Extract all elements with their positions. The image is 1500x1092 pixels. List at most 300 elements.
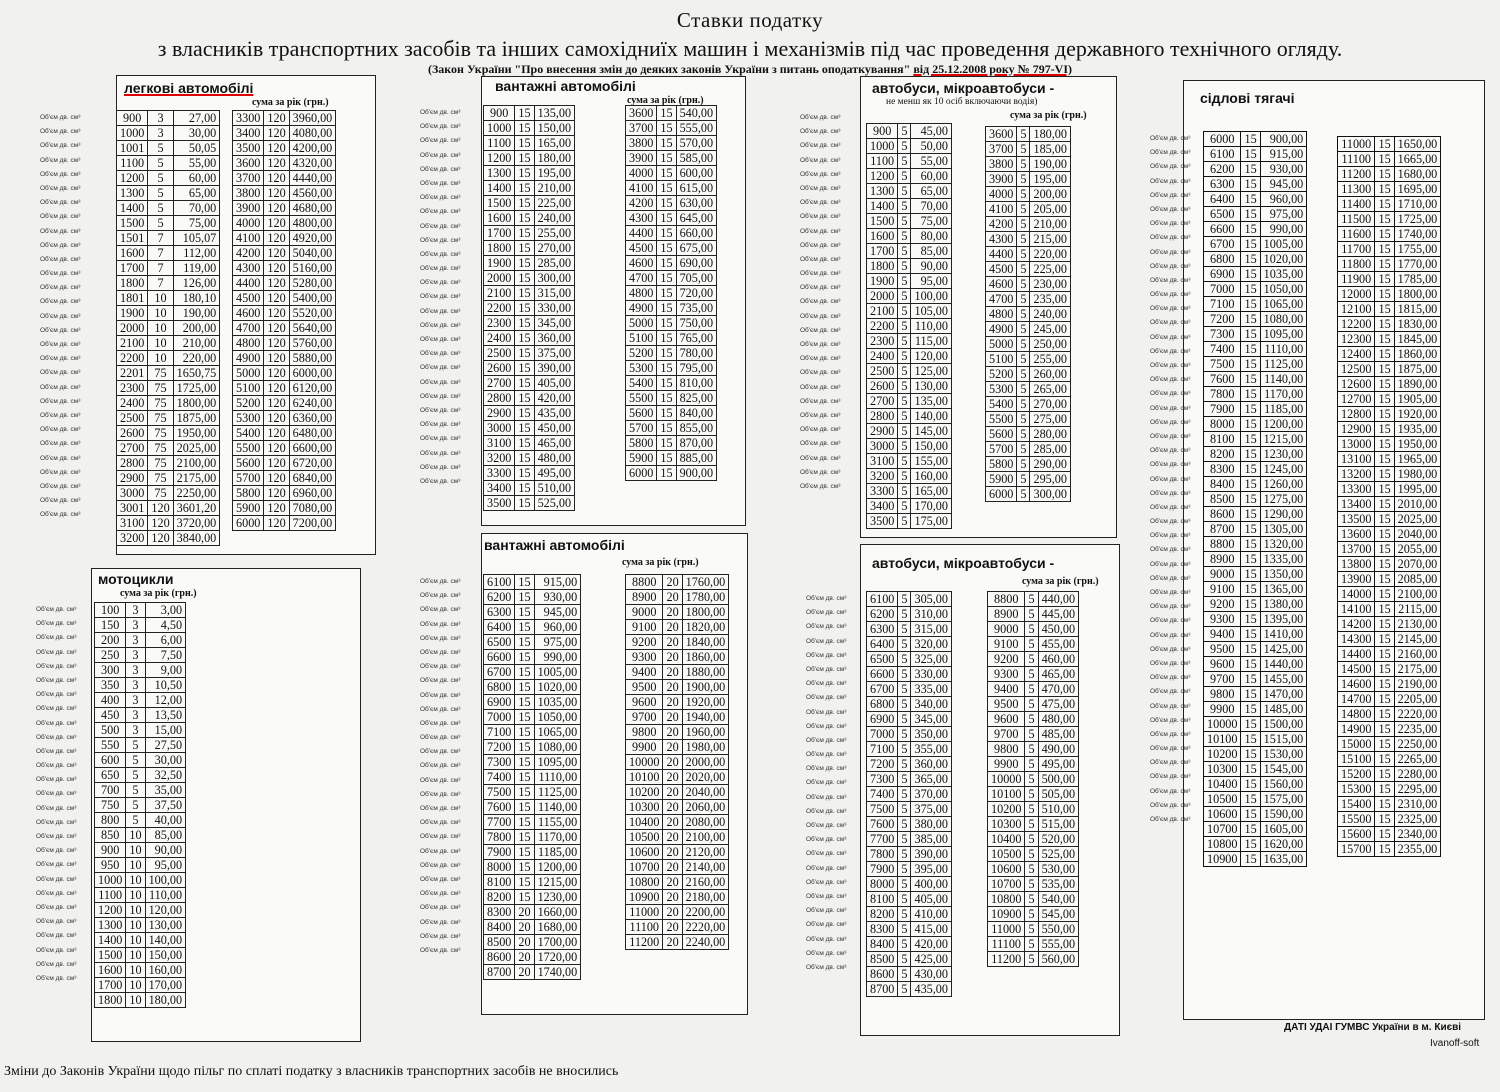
row-label: Об'єм дв. см³: [36, 918, 77, 926]
cell-rate: 15: [1375, 572, 1394, 587]
cell-volume: 10100: [988, 787, 1025, 802]
cell-amount: 1470,00: [1260, 687, 1307, 702]
table-row: [867, 922, 952, 937]
row-label: Об'єм дв. см³: [800, 482, 841, 490]
table-row: [867, 952, 952, 967]
cell-amount: 200,00: [173, 321, 220, 336]
table-row: [484, 346, 575, 361]
table-row: [986, 127, 1071, 142]
cell-volume: 1500: [484, 196, 515, 211]
cell-rate: 15: [657, 211, 676, 226]
cell-rate: 15: [1241, 312, 1260, 327]
table-row: [867, 439, 952, 454]
tractors-table-1: [1203, 131, 1307, 867]
table-row: [986, 307, 1071, 322]
cell-rate: 15: [657, 301, 676, 316]
table-row: [626, 436, 717, 451]
cell-volume: 5900: [626, 451, 657, 466]
cell-volume: 8100: [484, 875, 515, 890]
cell-volume: 3800: [986, 157, 1017, 172]
cell-rate: 5: [148, 201, 173, 216]
cell-volume: 8300: [1204, 462, 1241, 477]
cell-amount: 475,00: [1038, 697, 1079, 712]
table-row: [626, 316, 717, 331]
row-label: Об'єм дв. см³: [420, 250, 461, 258]
cell-volume: 1800: [867, 259, 898, 274]
cell-amount: 1065,00: [534, 725, 581, 740]
cell-rate: 5: [898, 847, 911, 862]
cell-amount: 1845,00: [1394, 332, 1441, 347]
table-row: [1204, 837, 1307, 852]
table-row: [1204, 357, 1307, 372]
table-row: [626, 211, 717, 226]
table-row: [95, 888, 186, 903]
cell-rate: 20: [663, 830, 682, 845]
cell-rate: 15: [515, 151, 534, 166]
table-row: [1338, 467, 1441, 482]
cell-volume: 11600: [1338, 227, 1375, 242]
cell-rate: 15: [515, 361, 534, 376]
cell-amount: 495,00: [1038, 757, 1079, 772]
table-row: [986, 157, 1071, 172]
cell-amount: 1500,00: [1260, 717, 1307, 732]
table-row: [626, 286, 717, 301]
cell-volume: 8600: [484, 950, 515, 965]
row-label: Об'єм дв. см³: [40, 156, 81, 164]
cell-amount: 2040,00: [682, 785, 729, 800]
table-row: [986, 397, 1071, 412]
table-row: [626, 121, 717, 136]
cell-rate: 15: [515, 136, 534, 151]
table-row: [1204, 612, 1307, 627]
table-row: [1204, 192, 1307, 207]
cell-volume: 350: [95, 678, 126, 693]
cell-rate: 15: [1241, 432, 1260, 447]
cell-rate: 120: [264, 456, 289, 471]
cell-volume: 3800: [626, 136, 657, 151]
table-row: [484, 605, 581, 620]
table-row: [484, 665, 581, 680]
cell-amount: 1425,00: [1260, 642, 1307, 657]
cell-amount: 1980,00: [1394, 467, 1441, 482]
table-row: [867, 607, 952, 622]
table-row: [1204, 552, 1307, 567]
table-row: [867, 967, 952, 982]
table-row: [1204, 522, 1307, 537]
cars-sum-label: сума за рік (грн.): [252, 97, 329, 108]
table-row: [484, 331, 575, 346]
table-row: [867, 982, 952, 997]
cell-rate: 15: [657, 361, 676, 376]
cell-rate: 5: [1017, 277, 1030, 292]
cell-amount: 135,00: [534, 106, 575, 121]
cell-amount: 1170,00: [1260, 387, 1307, 402]
cell-amount: 160,00: [145, 963, 186, 978]
cell-volume: 4600: [626, 256, 657, 271]
cell-amount: 6,00: [145, 633, 186, 648]
cell-amount: 1650,75: [173, 366, 220, 381]
cell-volume: 600: [95, 753, 126, 768]
table-row: [484, 935, 581, 950]
cell-volume: 5000: [986, 337, 1017, 352]
cell-rate: 15: [515, 710, 534, 725]
cell-amount: 1095,00: [1260, 327, 1307, 342]
table-row: [867, 727, 952, 742]
cell-rate: 15: [515, 166, 534, 181]
cell-rate: 15: [515, 665, 534, 680]
cell-volume: 3500: [867, 514, 898, 529]
row-label: Об'єм дв. см³: [806, 609, 847, 617]
cell-volume: 1300: [867, 184, 898, 199]
row-label: Об'єм дв. см³: [420, 663, 461, 671]
cell-rate: 15: [1375, 557, 1394, 572]
cell-rate: 5: [1025, 697, 1038, 712]
row-label: Об'єм дв. см³: [1150, 716, 1191, 724]
cell-volume: 5200: [986, 367, 1017, 382]
cell-amount: 495,00: [534, 466, 575, 481]
row-label: Об'єм дв. см³: [806, 623, 847, 631]
cell-volume: 2500: [117, 411, 148, 426]
cell-rate: 20: [663, 635, 682, 650]
cell-amount: 1440,00: [1260, 657, 1307, 672]
cell-rate: 5: [1017, 397, 1030, 412]
trucks-table-1a: [483, 105, 575, 511]
table-row: [867, 229, 952, 244]
table-row: [117, 471, 220, 486]
cell-rate: 15: [1375, 137, 1394, 152]
cell-volume: 6500: [1204, 207, 1241, 222]
cell-volume: 2000: [484, 271, 515, 286]
table-row: [484, 136, 575, 151]
cell-volume: 8500: [484, 935, 515, 950]
cell-amount: 1725,00: [173, 381, 220, 396]
cell-rate: 15: [1375, 272, 1394, 287]
cell-volume: 4800: [986, 307, 1017, 322]
cell-volume: 9000: [626, 605, 663, 620]
cell-rate: 5: [898, 622, 911, 637]
cell-rate: 15: [657, 391, 676, 406]
cell-rate: 15: [657, 181, 676, 196]
page-subtitle: з власників транспортних засобів та інших самохідниїх машин і механізмів під час проведення державного технічного огляду.: [157, 36, 1343, 61]
cell-rate: 20: [515, 935, 534, 950]
cell-amount: 1665,00: [1394, 152, 1441, 167]
cell-volume: 12000: [1338, 287, 1375, 302]
cell-rate: 15: [1375, 752, 1394, 767]
cell-amount: 2235,00: [1394, 722, 1441, 737]
cell-amount: 6600,00: [289, 441, 336, 456]
table-row: [626, 590, 729, 605]
table-row: [1338, 827, 1441, 842]
cell-rate: 3: [126, 723, 145, 738]
table-row: [1338, 677, 1441, 692]
cell-rate: 120: [264, 441, 289, 456]
table-row: [867, 184, 952, 199]
table-row: [988, 847, 1079, 862]
cell-rate: 20: [663, 890, 682, 905]
row-label: Об'єм дв. см³: [806, 665, 847, 673]
cell-volume: 10600: [988, 862, 1025, 877]
cell-amount: 205,00: [1030, 202, 1071, 217]
cell-amount: 1605,00: [1260, 822, 1307, 837]
cell-amount: 1770,00: [1394, 257, 1441, 272]
row-label: Об'єм дв. см³: [36, 648, 77, 656]
cell-rate: 15: [657, 241, 676, 256]
row-label: Об'єм дв. см³: [1150, 475, 1191, 483]
table-row: [484, 575, 581, 590]
table-row: [1204, 132, 1307, 147]
cell-rate: 15: [515, 860, 534, 875]
table-row: [484, 196, 575, 211]
cell-amount: 990,00: [534, 650, 581, 665]
cell-rate: 5: [1025, 907, 1038, 922]
cell-amount: 5640,00: [289, 321, 336, 336]
table-row: [95, 708, 186, 723]
cell-volume: 1000: [95, 873, 126, 888]
cell-rate: 120: [264, 501, 289, 516]
cell-volume: 4400: [233, 276, 264, 291]
cell-rate: 15: [1375, 617, 1394, 632]
cell-amount: 720,00: [676, 286, 717, 301]
cell-rate: 15: [515, 271, 534, 286]
cell-volume: 8000: [1204, 417, 1241, 432]
cell-amount: 1110,00: [534, 770, 581, 785]
cell-volume: 1500: [95, 948, 126, 963]
table-row: [95, 873, 186, 888]
cell-amount: 2000,00: [682, 755, 729, 770]
table-row: [484, 361, 575, 376]
cell-amount: 100,00: [145, 873, 186, 888]
cell-rate: 10: [126, 888, 145, 903]
rate-table: [116, 110, 220, 546]
cell-volume: 3000: [117, 486, 148, 501]
cell-rate: 5: [148, 141, 173, 156]
row-label: Об'єм дв. см³: [40, 241, 81, 249]
cell-rate: 5: [898, 379, 911, 394]
row-label: Об'єм дв. см³: [420, 805, 461, 812]
cell-amount: 380,00: [911, 817, 952, 832]
cell-amount: 945,00: [534, 605, 581, 620]
bus-row-labels-2: [806, 592, 846, 975]
cell-rate: 7: [148, 261, 173, 276]
cell-volume: 11300: [1338, 182, 1375, 197]
cell-amount: 180,00: [534, 151, 575, 166]
row-label: Об'єм дв. см³: [806, 949, 847, 957]
cell-volume: 3900: [233, 201, 264, 216]
row-label: Об'єм дв. см³: [1150, 787, 1191, 795]
cell-amount: 1110,00: [1260, 342, 1307, 357]
table-row: [233, 201, 336, 216]
bus-title-1: автобуси, мікроавтобуси -: [872, 80, 1055, 96]
cell-rate: 20: [663, 920, 682, 935]
cell-volume: 10000: [1204, 717, 1241, 732]
table-row: [867, 364, 952, 379]
table-row: [484, 920, 581, 935]
cell-amount: 470,00: [1038, 682, 1079, 697]
table-row: [867, 787, 952, 802]
table-row: [626, 181, 717, 196]
row-label: Об'єм дв. см³: [36, 776, 77, 784]
row-label: Об'єм дв. см³: [1150, 589, 1191, 596]
cell-rate: 75: [148, 441, 173, 456]
cell-amount: 105,07: [173, 231, 220, 246]
cell-rate: 5: [898, 169, 911, 184]
cell-volume: 5300: [626, 361, 657, 376]
table-row: [484, 301, 575, 316]
cell-volume: 2800: [867, 409, 898, 424]
table-row: [233, 321, 336, 336]
cell-amount: 12,00: [145, 693, 186, 708]
bus-note-1: не менш як 10 осіб включаючи водія): [886, 97, 1038, 107]
cell-volume: 9100: [1204, 582, 1241, 597]
row-label: Об'єм дв. см³: [40, 411, 81, 419]
row-label: Об'єм дв. см³: [806, 765, 847, 773]
cell-rate: 5: [898, 394, 911, 409]
cell-amount: 1695,00: [1394, 182, 1441, 197]
cell-rate: 120: [264, 231, 289, 246]
row-label: Об'єм дв. см³: [40, 482, 81, 490]
cell-amount: 1215,00: [534, 875, 581, 890]
table-row: [1204, 462, 1307, 477]
table-row: [117, 126, 220, 141]
table-row: [117, 156, 220, 171]
cell-volume: 10700: [1204, 822, 1241, 837]
cell-rate: 5: [1017, 247, 1030, 262]
row-label: Об'єм дв. см³: [1150, 659, 1191, 667]
cell-volume: 4700: [986, 292, 1017, 307]
cell-volume: 3000: [484, 421, 515, 436]
cell-volume: 14900: [1338, 722, 1375, 737]
cell-rate: 120: [264, 246, 289, 261]
cell-amount: 1230,00: [534, 890, 581, 905]
cell-volume: 4200: [233, 246, 264, 261]
cell-rate: 15: [1241, 477, 1260, 492]
cell-volume: 8800: [1204, 537, 1241, 552]
cell-rate: 15: [1241, 222, 1260, 237]
table-row: [867, 379, 952, 394]
row-label: Об'єм дв. см³: [1150, 333, 1191, 341]
cell-volume: 9500: [988, 697, 1025, 712]
table-row: [233, 111, 336, 126]
cell-volume: 6500: [867, 652, 898, 667]
cell-amount: 345,00: [534, 316, 575, 331]
cell-rate: 15: [515, 650, 534, 665]
table-row: [988, 592, 1079, 607]
table-row: [1204, 387, 1307, 402]
cell-volume: 1700: [867, 244, 898, 259]
cell-volume: 11200: [1338, 167, 1375, 182]
table-row: [95, 813, 186, 828]
cell-volume: 10400: [626, 815, 663, 830]
row-label: Об'єм дв. см³: [420, 392, 461, 400]
cell-volume: 9700: [988, 727, 1025, 742]
cell-rate: 3: [126, 648, 145, 663]
cell-volume: 12600: [1338, 377, 1375, 392]
cell-volume: 15200: [1338, 767, 1375, 782]
table-row: [986, 277, 1071, 292]
table-row: [867, 847, 952, 862]
row-label: Об'єм дв. см³: [1150, 745, 1191, 753]
rate-table: [483, 105, 575, 511]
cell-amount: 930,00: [534, 590, 581, 605]
cell-amount: 915,00: [1260, 147, 1307, 162]
cell-rate: 15: [1241, 597, 1260, 612]
table-row: [1204, 417, 1307, 432]
table-row: [867, 139, 952, 154]
cell-volume: 7500: [1204, 357, 1241, 372]
cell-volume: 6600: [484, 650, 515, 665]
row-label: Об'єм дв. см³: [420, 336, 461, 343]
cell-rate: 15: [515, 376, 534, 391]
table-row: [95, 933, 186, 948]
cell-rate: 5: [1025, 607, 1038, 622]
cell-rate: 15: [515, 845, 534, 860]
table-row: [484, 106, 575, 121]
cell-rate: 5: [898, 349, 911, 364]
cell-volume: 7000: [1204, 282, 1241, 297]
row-label: Об'єм дв. см³: [36, 833, 77, 840]
cell-amount: 375,00: [534, 346, 575, 361]
cell-rate: 5: [126, 813, 145, 828]
table-row: [1338, 272, 1441, 287]
cell-rate: 5: [898, 652, 911, 667]
table-row: [484, 800, 581, 815]
cell-amount: 480,00: [534, 451, 575, 466]
cell-volume: 7900: [867, 862, 898, 877]
cell-amount: 1020,00: [534, 680, 581, 695]
cell-amount: 3601,20: [173, 501, 220, 516]
cell-volume: 9200: [1204, 597, 1241, 612]
cell-rate: 15: [1241, 777, 1260, 792]
row-label: Об'єм дв. см³: [36, 818, 77, 826]
cell-amount: 705,00: [676, 271, 717, 286]
cell-amount: 1365,00: [1260, 582, 1307, 597]
table-row: [988, 892, 1079, 907]
row-label: Об'єм дв. см³: [420, 194, 461, 202]
cell-volume: 1100: [867, 154, 898, 169]
table-row: [233, 306, 336, 321]
cell-amount: 870,00: [676, 436, 717, 451]
cell-amount: 37,50: [145, 798, 186, 813]
cell-volume: 2700: [867, 394, 898, 409]
cell-rate: 5: [1025, 952, 1038, 967]
cell-rate: 3: [126, 633, 145, 648]
cell-rate: 15: [1241, 237, 1260, 252]
cell-rate: 5: [898, 892, 911, 907]
cell-rate: 15: [1375, 722, 1394, 737]
cell-rate: 15: [657, 451, 676, 466]
cell-rate: 5: [1017, 172, 1030, 187]
cell-amount: 4560,00: [289, 186, 336, 201]
row-label: Об'єм дв. см³: [36, 861, 77, 869]
table-row: [233, 141, 336, 156]
cell-amount: 1245,00: [1260, 462, 1307, 477]
cell-volume: 8800: [988, 592, 1025, 607]
cell-amount: 1740,00: [1394, 227, 1441, 242]
cell-amount: 2175,00: [173, 471, 220, 486]
cell-rate: 15: [657, 226, 676, 241]
table-row: [484, 391, 575, 406]
cell-amount: 1920,00: [682, 695, 729, 710]
row-label: Об'єм дв. см³: [806, 779, 847, 787]
organization-label: ДАТІ УДАІ ГУМВС України в м. Києві: [1284, 1022, 1462, 1033]
table-row: [484, 181, 575, 196]
table-row: [233, 471, 336, 486]
table-row: [95, 753, 186, 768]
cell-rate: 5: [898, 334, 911, 349]
cell-volume: 3100: [117, 516, 148, 531]
cell-volume: 10300: [988, 817, 1025, 832]
cell-rate: 5: [898, 364, 911, 379]
